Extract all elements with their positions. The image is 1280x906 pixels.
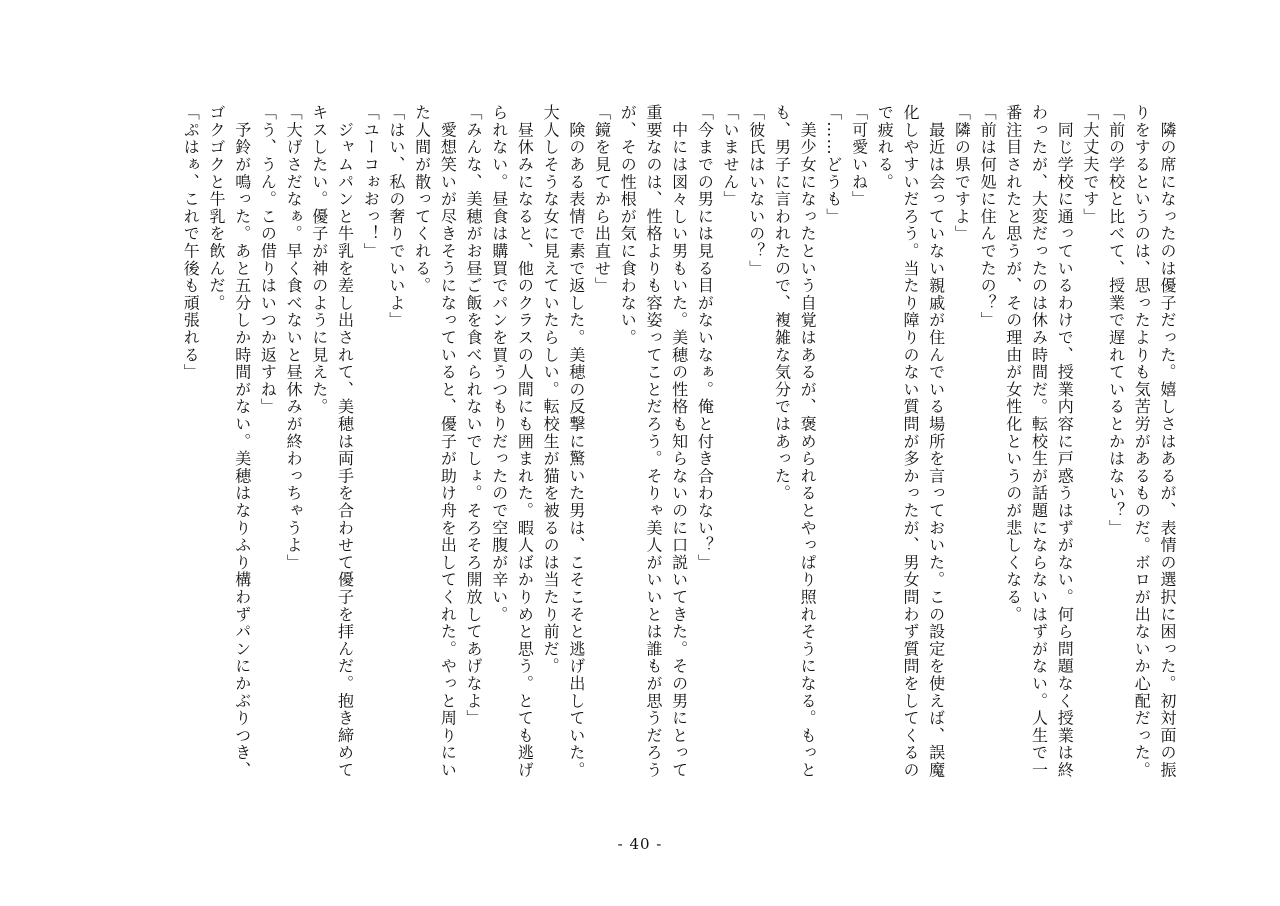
text-line-25: 予鈴が鳴った。あと五分しか時間がない。美穂はなりふり構わずパンにかぶりつき、ゴクゴクと牛乳を飲んだ。 [206,104,252,779]
text-line-15: 「鏡を見てから出直せ」 [592,104,612,295]
text-line-10: 美少女になったという自覚はあるが、褒められるとやっぱり照れそうになる。もっとも、男子に言われたので、複雑な気分ではあった。 [772,104,818,779]
text-line-6: 「隣の県ですよ」 [952,104,972,243]
text-line-16: 険のある表情で素で返した。美穂の反撃に驚いた男は、こそこそと逃げ出していた。大人しそうな女に見えていたらしい。転校生が猫を被るのは当たり前だ。 [541,104,586,779]
text-line-20: 「はい、私の奢りでいいよ」 [386,104,406,329]
text-line-1: 隣の席になったのは優子だった。嬉しさはあるが、表情の選択に困った。初対面の振りをするというのは、思ったよりも気苦労があるものだ。ボロが出ないか心配だった。 [1132,104,1177,779]
text-line-18: 「みんな、美穂がお昼ご飯を食べられないでしょ。そろそろ開放してあげなよ」 [464,104,484,727]
text-line-3: 「大丈夫です」 [1080,104,1100,226]
text-line-17: 昼休みになると、他のクラスの人間にも囲まれた。暇人ばかりめと思う。とても逃げられない。昼食は購買でパンを買うつもりだったので空腹が辛い。 [489,104,535,779]
text-line-7: 最近は会っていない親戚が住んでいる場所を言っておいた。この設定を使えば、誤魔化しやすいだろう。当たり障りのない質問が多かったが、男女問わず質問をしてくるので疲れる。 [875,104,946,779]
text-line-23: 「大げさだなぁ。早く食べないと昼休みが終わっちゃうよ」 [284,104,304,572]
text-line-14: 中には図々しい男もいた。美穂の性格も知らないのに口説いてきた。その男にとって重要なのは、性格よりも容姿ってことだろう。そりゃ美人がいいとは誰もが思うだろうが、その性根が気に食わない。 [618,104,689,779]
text-line-26: 「ぷはぁ、これで午後も頑張れる」 [181,104,201,381]
text-line-4: 同じ学校に通っているわけで、授業内容に戸惑うはずがない。何ら問題なく授業は終わったが、大変だったのは休み時間だ。転校生が話題にならないはずがない。人生で一番注目されたと思うが、その理由が女性化というのが悲しくなる。 [1003,104,1075,779]
text-line-21: 「ユーコぉおっ！」 [361,104,381,260]
body-text [178,104,1180,794]
text-line-22: ジャムパンと牛乳を差し出されて、美穂は両手を合わせて優子を拝んだ。抱き締めてキスしたい。優子が神のように見えた。 [309,104,355,779]
text-line-2: 「前の学校と比べて、授業で遅れているとかはない？」 [1106,104,1126,537]
text-line-19: 愛想笑いが尽きそうになっていると、優子が助け舟を出してくれた。やっと周りにいた人間が散ってくれる。 [412,104,458,779]
text-line-11: 「彼氏はいないの？」 [746,104,766,277]
text-line-13: 「今までの男には見る目がないなぁ。俺と付き合わない？」 [695,104,715,572]
page-number: - 40 - [617,835,663,853]
text-line-8: 「可愛いね」 [849,104,869,208]
text-line-24: 「う、うん。この借りはいつか返すね」 [258,104,278,416]
text-line-5: 「前は何処に住んでたの？」 [978,104,998,329]
text-line-9: 「……どうも」 [823,104,843,226]
text-line-12: 「いません」 [721,104,741,208]
